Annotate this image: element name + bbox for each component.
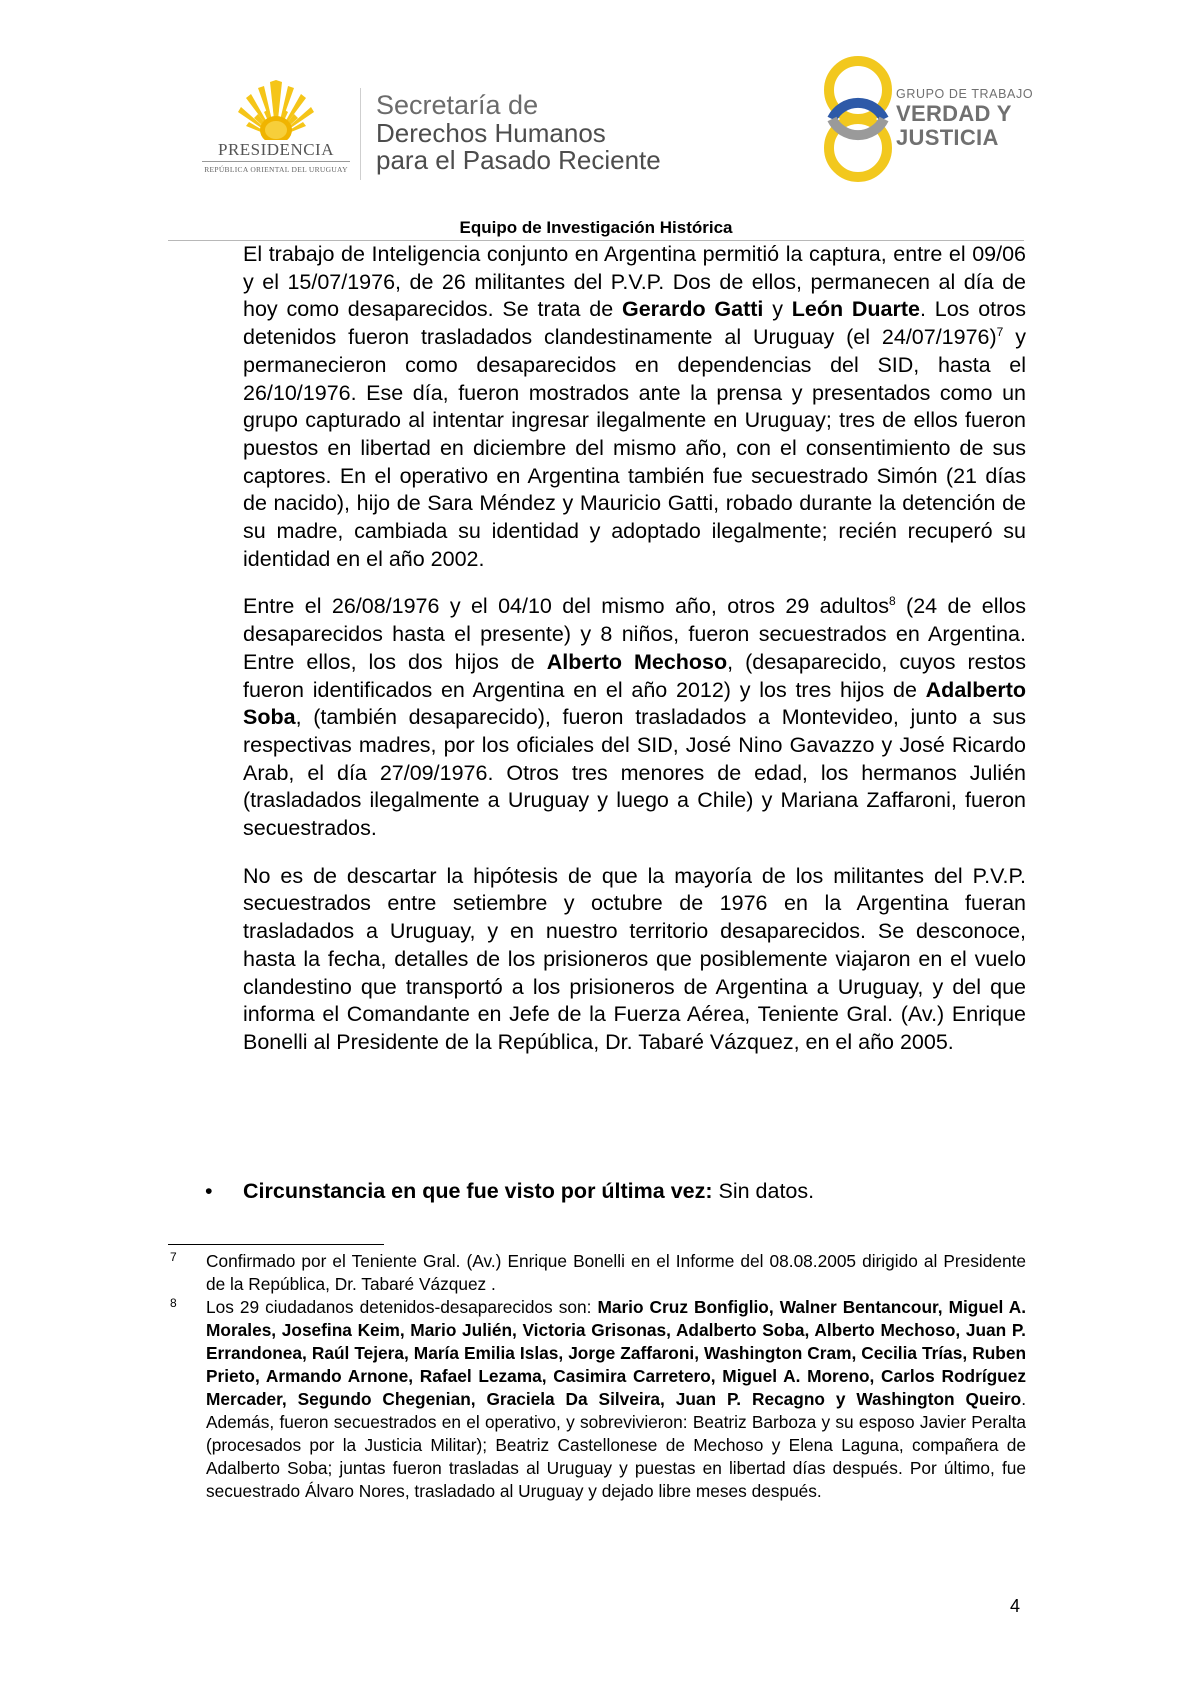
bullet-icon: •: [205, 1179, 213, 1203]
footnote-text: Confirmado por el Teniente Gral. (Av.) Enrique Bonelli en el Informe del 08.08.2005 dirigido al Presidente de la República, Dr. Tabaré Vázquez .: [206, 1251, 1026, 1294]
presidencia-divider: [202, 161, 350, 162]
header-divider: [360, 88, 361, 180]
footnote-ref-8[interactable]: 8: [888, 594, 896, 609]
footnote-8: 8 Los 29 ciudadanos detenidos-desaparecidos son: Mario Cruz Bonfiglio, Walner Bentancour, Miguel A. Morales, Josefina Keim, Mario Julién, Victoria Grisonas, Adalberto Soba, Alberto Mechoso, Juan P. Errandonea, Raúl Tejera, María Emilia Islas, Jorge Zaffaroni, Washington Cram, Cecilia Trías, Ruben Prieto, Armando Arnone, Rafael Lezama, Casimira Carretero, Miguel A. Moreno, Carlos Rodríguez Mercader, Segundo Chegenian, Graciela Da Silveira, Juan P. Recagno y Washington Queiro. Además, fueron secuestrados en el operativo, y sobrevivieron: Beatriz Barboza y su esposo Javier Peralta (procesados por la Justicia Militar); Beatriz Castellonese de Mechoso y Elena Laguna, compañera de Adalberto Soba; juntas fueron trasladas al Uruguay y puestas en libertad días después. Por último, fue secuestrado Álvaro Nores, trasladado al Uruguay y dejado libre meses después.: [168, 1296, 1026, 1503]
footnote-ref-7[interactable]: 7: [996, 324, 1004, 339]
secretaria-line-1: Secretaría de: [376, 90, 539, 120]
footnote-rule: [168, 1244, 384, 1245]
presidencia-name: PRESIDENCIA: [217, 140, 334, 159]
grupo-line-1: GRUPO DE TRABAJO: [896, 87, 1034, 101]
secretaria-line-2: Derechos Humanos: [376, 118, 606, 148]
grupo-line-3: JUSTICIA: [896, 125, 999, 150]
footnote-7: [168, 1250, 1026, 1296]
secretaria-title: [376, 90, 661, 174]
body-text: [243, 241, 1026, 1077]
sun-emblem-icon: [236, 78, 316, 140]
team-title: Equipo de Investigación Histórica: [459, 218, 733, 237]
presidencia-subtitle: REPÚBLICA ORIENTAL DEL URUGUAY: [204, 165, 348, 174]
paragraph-2: Entre el 26/08/1976 y el 04/10 del mismo año, otros 29 adultos$^8$ (24 de ellos desaparecidos hasta el presente) y 8 niños, fueron secuestrados en Argentina. Entre ellos, los dos hijos de Alberto Mechoso, (desaparecido, cuyos restos fueron identificados en Argentina en el año 2012) y los tres hijos de Adalberto Soba, (también desaparecido), fueron trasladados a Montevideo, junto a sus respectivas madres, por los oficiales del SID, José Nino Gavazzo y José Ricardo Arab, el día 27/09/1976. Otros tres menores de edad, los hermanos Julién (trasladados ilegalmente a Uruguay y luego a Chile) y Mariana Zaffaroni, fueron secuestrados.: [243, 594, 1027, 841]
grupo-trabajo-title: [896, 86, 1033, 150]
footnote-number: 8: [170, 1296, 177, 1310]
paragraph-1: El trabajo de Inteligencia conjunto en Argentina permitió la captura, entre el 09/06 y el 15/07/1976, de 26 militantes del P.V.P. Dos de ellos, permanecen al día de hoy como desaparecidos. Se trata de Gerardo Gatti y León Duarte. Los otros detenidos fueron trasladados clandestinamente al Uruguay (el 24/07/1976)$^7$ y permanecieron como desaparecidos en dependencias del SID, hasta el 26/10/1976. Ese día, fueron mostrados ante la prensa y presentados como un grupo capturado al intentar ingresar ilegalmente en Uruguay; tres de ellos fueron puestos en libertad en diciembre del mismo año, con el consentimiento de sus captores. En el operativo en Argentina también fue secuestrado Simón (21 días de nacido), hijo de Sara Méndez y Mauricio Gatti, robado durante la detención de su madre, cambiada su identidad y adoptado ilegalmente; recién recuperó su identidad en el año 2002.: [243, 242, 1026, 571]
verdad-justicia-rings-icon: [818, 54, 898, 184]
presidencia-logo: [196, 78, 356, 182]
paragraph-3: No es de descartar la hipótesis de que la mayoría de los militantes del P.V.P. secuestrados entre setiembre y octubre de 1976 en la Argentina fueran trasladados a Uruguay, y en nuestro territorio desaparecidos. Se desconoce, hasta la fecha, detalles de los prisioneros que posiblemente viajaron en el vuelo clandestino que transportó a los prisioneros de Argentina a Uruguay, y del que informa el Comandante en Jefe de la Fuerza Aérea, Teniente Gral. (Av.) Enrique Bonelli al Presidente de la República, Dr. Tabaré Vázquez, en el año 2005.: [243, 863, 1026, 1054]
page-number: 4: [1010, 1596, 1021, 1616]
footnote-number: 7: [170, 1250, 177, 1264]
secretaria-line-3: para el Pasado Reciente: [376, 145, 661, 175]
grupo-line-2: VERDAD Y: [896, 101, 1012, 126]
bullet-text: Circunstancia en que fue visto por última vez: Sin datos.: [243, 1179, 815, 1203]
footnotes: [168, 1250, 1026, 1503]
